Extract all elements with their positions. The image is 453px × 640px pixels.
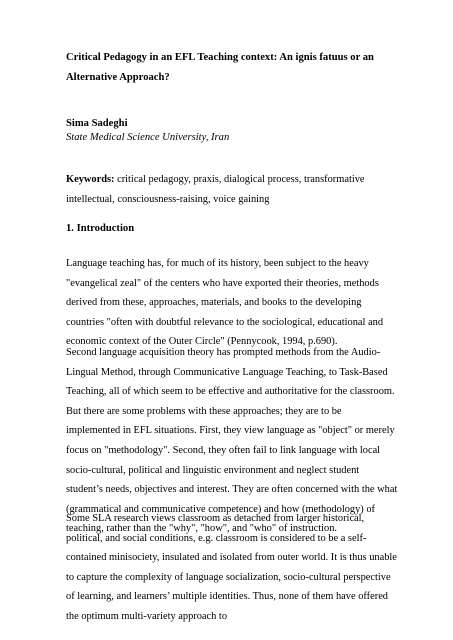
body-paragraph-1: Language teaching has, for much of its history, been subject to the heavy "evangelical zeal" of the centers who have exported their theories, methods derived from these, approaches, materials, and books to the developing countries "often with doubtful relevance to the sociological, educational and economic context of the Outer Circle" (Pennycook, 1994, p.690). xyxy=(66,258,384,348)
section-heading: 1. Introduction xyxy=(66,223,135,234)
keywords-text: critical pedagogy, praxis, dialogical process, transformative intellectual, consciousness-raising, voice gaining xyxy=(66,174,365,205)
paper-title: Critical Pedagogy in an EFL Teaching context: An ignis fatuus or an Alternative Approach? xyxy=(66,52,374,83)
keywords-label: Keywords: xyxy=(66,174,115,185)
body-paragraph-3: Some SLA research views classroom as detached from larger historical, political, and social conditions, e.g. classroom is considered to be a self-contained minisociety, insulated and isolated from outer world. It is thus unable to capture the complexity of language socialization, socio-cultural perspective of learning, and learners’ multiple identities. Thus, none of them have offered the optimum multi-variety approach to xyxy=(66,513,397,622)
author-name: Sima Sadeghi xyxy=(66,118,128,129)
author-affiliation: State Medical Science University, Iran xyxy=(66,132,230,143)
keywords-block xyxy=(66,170,398,210)
body-paragraph-2: Second language acquisition theory has prompted methods from the Audio-Lingual Method, through Communicative Language Teaching, to Task-Based Teaching, all of which seem to be effective and authoritative for the classroom. But there are some problems with these approaches; they are to be implemented in EFL situations. First, they view language as "object" or merely focus on "methodology". Second, they often fail to link language with local socio-cultural, political and linguistic environment and neglect student student’s needs, objectives and interest. They are often concerned with the what (grammatical and communicative competence) and how (methodology) of teaching, rather than the "why", "how", and "who" of instruction. xyxy=(66,347,398,535)
